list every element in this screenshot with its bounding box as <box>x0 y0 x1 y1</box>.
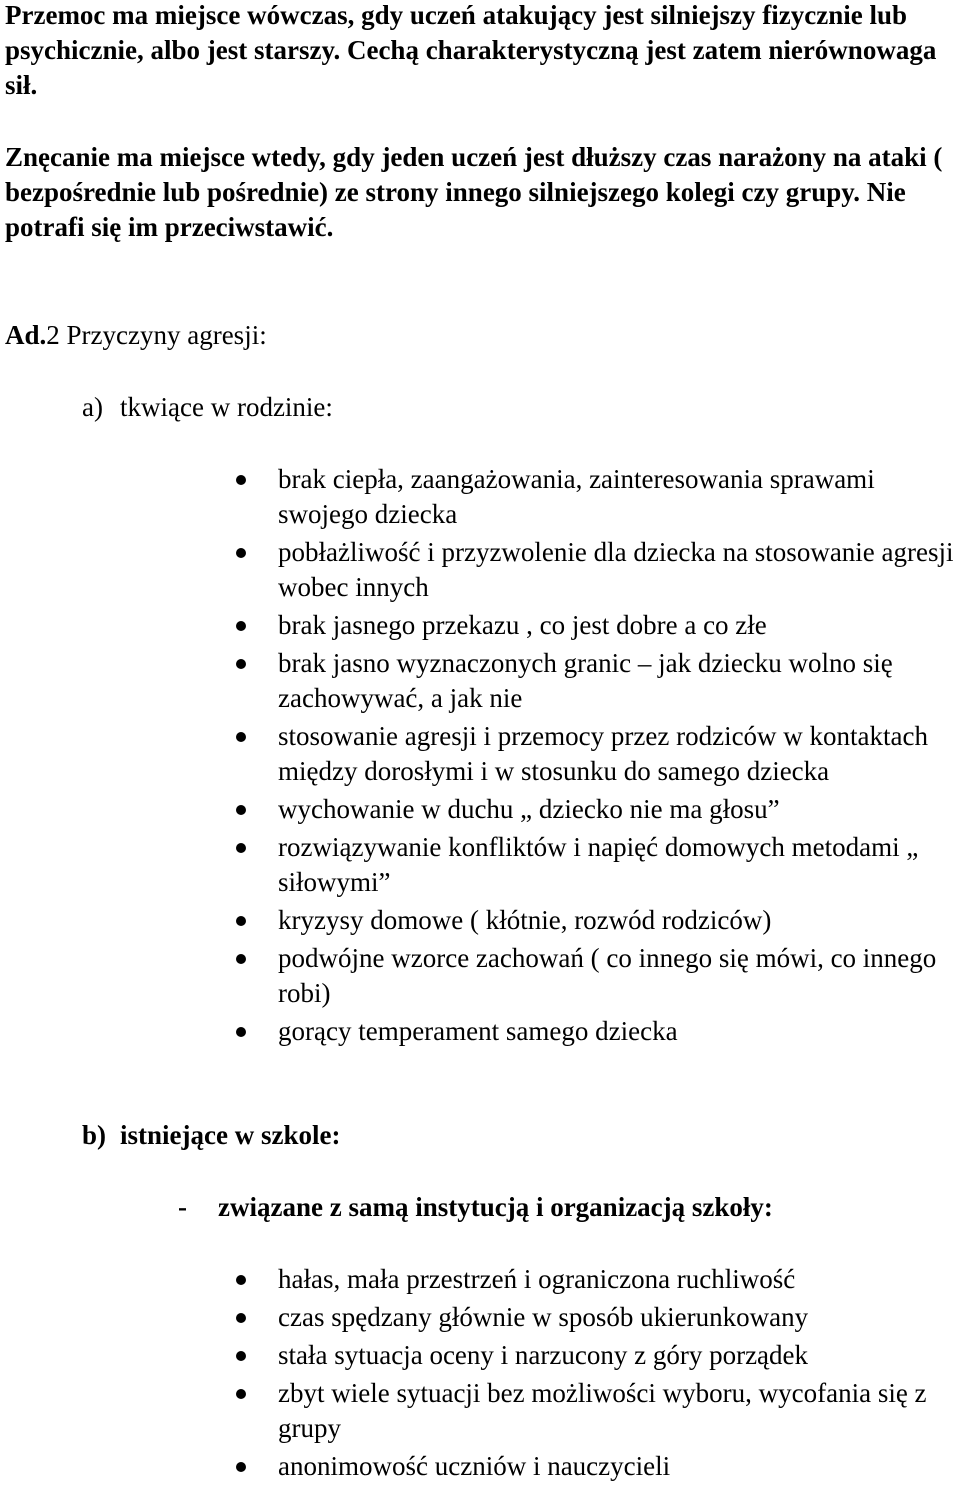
list-item-text: anonimowość uczniów i nauczycieli <box>278 1451 671 1481</box>
bullet-icon <box>236 954 246 964</box>
bullet-icon <box>236 843 246 853</box>
bullet-icon <box>236 805 246 815</box>
list-item <box>0 646 960 716</box>
subsection-a-marker: a) <box>82 392 103 422</box>
subsection-a-heading <box>82 390 333 425</box>
school-causes-list <box>0 1262 960 1487</box>
bullet-icon <box>236 1389 246 1399</box>
list-item <box>0 941 960 1011</box>
list-item <box>0 608 960 643</box>
list-item <box>0 535 960 605</box>
list-item-text: brak ciepła, zaangażowania, zainteresowania sprawami swojego dziecka <box>278 464 875 529</box>
bullet-icon <box>236 732 246 742</box>
bullet-icon <box>236 916 246 926</box>
list-item-text: rozwiązywanie konfliktów i napięć domowych metodami „ siłowymi” <box>278 832 919 897</box>
list-item <box>0 1376 960 1446</box>
family-causes-list <box>0 462 960 1052</box>
bullet-icon <box>236 548 246 558</box>
bullet-icon <box>236 1027 246 1037</box>
bullet-icon <box>236 1313 246 1323</box>
intro-paragraph-1: Przemoc ma miejsce wówczas, gdy uczeń atakujący jest silniejszy fizycznie lub psychicznie, albo jest starszy. Cechą charakterystyczną jest zatem nierównowaga sił. <box>5 0 937 100</box>
list-item <box>0 1262 960 1297</box>
list-item-text: wychowanie w duchu „ dziecko nie ma głosu” <box>278 794 780 824</box>
list-item-text: hałas, mała przestrzeń i ograniczona ruchliwość <box>278 1264 796 1294</box>
list-item <box>0 792 960 827</box>
bullet-icon <box>236 1351 246 1361</box>
list-item-text: stosowanie agresji i przemocy przez rodziców w kontaktach między dorosłymi i w stosunku do samego dziecka <box>278 721 929 786</box>
bullet-icon <box>236 621 246 631</box>
list-item <box>0 462 960 532</box>
list-item <box>0 1449 960 1484</box>
bullet-icon <box>236 475 246 485</box>
intro-paragraph-2: Znęcanie ma miejsce wtedy, gdy jeden uczeń jest dłuższy czas narażony na ataki ( bezpośrednie lub pośrednie) ze strony innego silniejszego kolegi czy grupy. Nie potrafi się im przeciwstawić. <box>5 142 943 242</box>
list-item-text: stała sytuacja oceny i narzucony z góry porządek <box>278 1340 809 1370</box>
dash-marker: - <box>178 1192 187 1222</box>
bullet-icon <box>236 659 246 669</box>
list-item-text: gorący temperament samego dziecka <box>278 1016 678 1046</box>
list-item-text: zbyt wiele sytuacji bez możliwości wyboru, wycofania się z grupy <box>278 1378 927 1443</box>
list-item-text: pobłażliwość i przyzwolenie dla dziecka na stosowanie agresji wobec innych <box>278 537 954 602</box>
list-item-text: podwójne wzorce zachowań ( co innego się mówi, co innego robi) <box>278 943 937 1008</box>
bullet-icon <box>236 1462 246 1472</box>
subsection-b-title: istniejące w szkole: <box>120 1120 341 1150</box>
list-item-text: brak jasnego przekazu , co jest dobre a co złe <box>278 610 767 640</box>
subsection-a-title: tkwiące w rodzinie: <box>120 392 333 422</box>
bullet-icon <box>236 1275 246 1285</box>
list-item <box>0 1300 960 1335</box>
list-item <box>0 830 960 900</box>
section-title: 2 Przyczyny agresji: <box>46 320 267 350</box>
section-number: Ad. <box>5 320 47 350</box>
school-organization-title: związane z samą instytucją i organizacją szkoły: <box>218 1192 773 1222</box>
list-item <box>0 1014 960 1049</box>
section-heading <box>5 318 267 353</box>
list-item <box>0 719 960 789</box>
school-organization-heading <box>178 1190 773 1225</box>
subsection-b-marker: b) <box>82 1120 107 1150</box>
list-item-text: czas spędzany głównie w sposób ukierunkowany <box>278 1302 809 1332</box>
list-item-text: kryzysy domowe ( kłótnie, rozwód rodziców) <box>278 905 772 935</box>
subsection-b-heading <box>82 1118 340 1153</box>
list-item <box>0 903 960 938</box>
list-item <box>0 1338 960 1373</box>
list-item-text: brak jasno wyznaczonych granic – jak dziecku wolno się zachowywać, a jak nie <box>278 648 893 713</box>
